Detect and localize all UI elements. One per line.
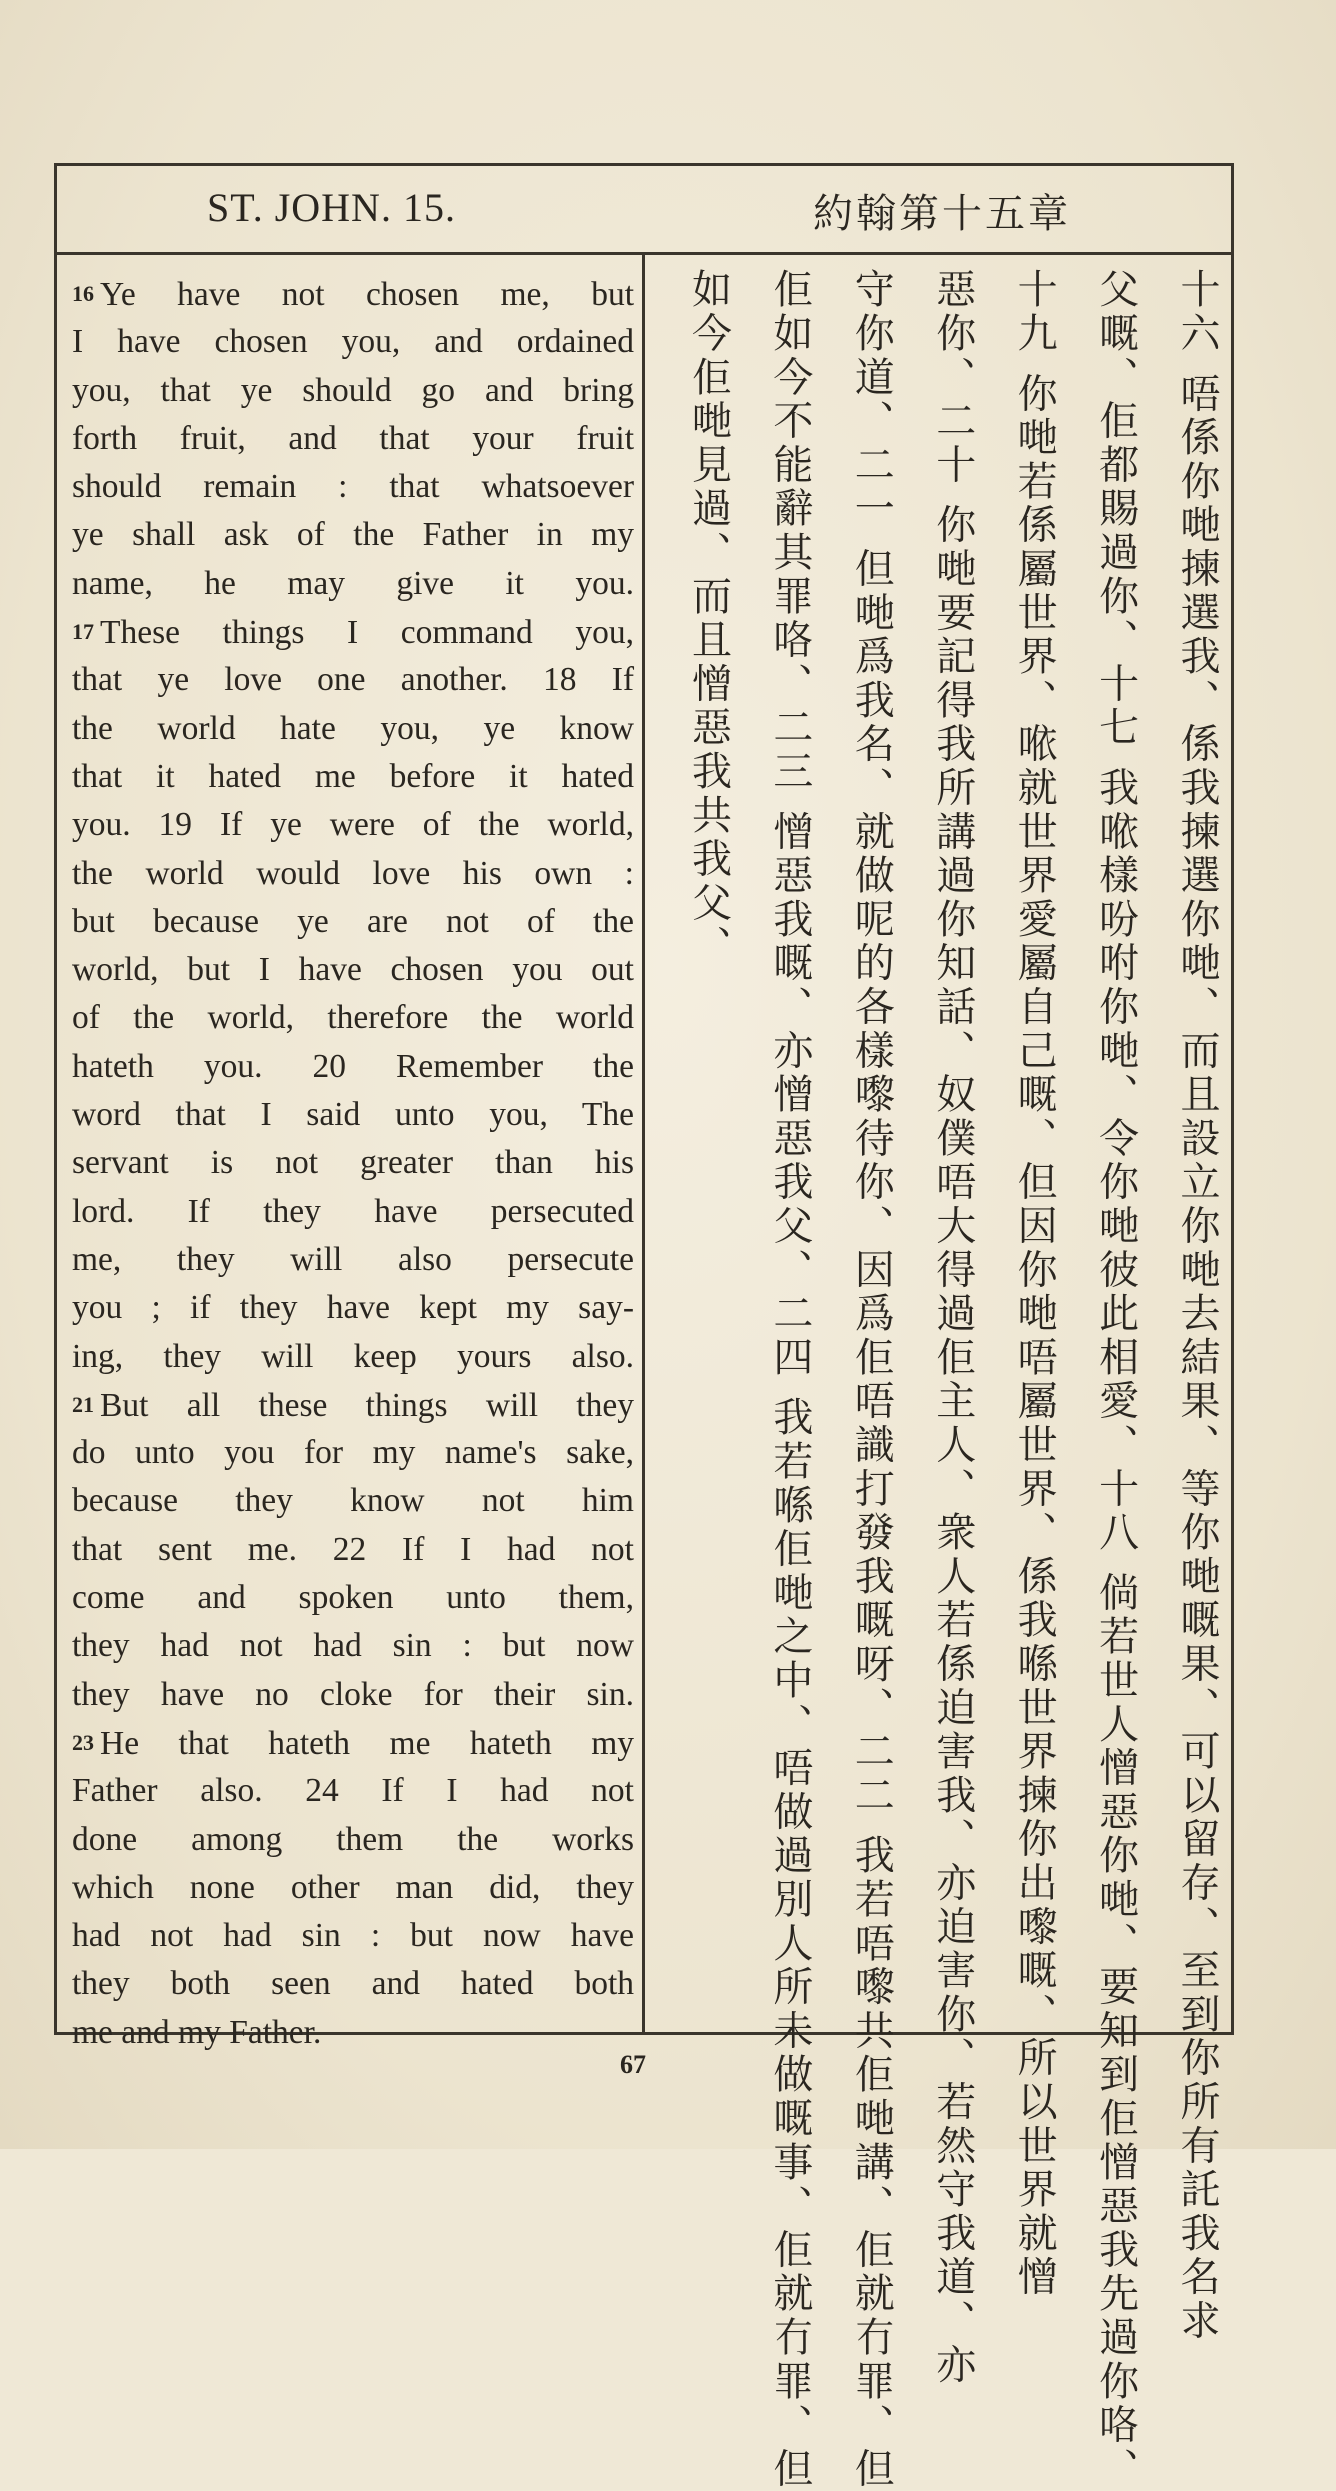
english-line <box>72 1622 634 1670</box>
verse-number: 17 <box>72 619 94 645</box>
english-line <box>72 1960 634 2008</box>
chinese-column-line: 父嘅、佢都賜過你、十七 我𠵱樣吩咐你哋、令你哋彼此相愛、十八 倘若世人憎惡你哋、要知到佢憎惡我先過你咯、 <box>1092 268 1139 2491</box>
english-line <box>72 946 634 994</box>
english-line <box>72 753 634 801</box>
english-line <box>72 1816 634 1864</box>
verse-number: 16 <box>72 281 94 306</box>
column-divider <box>642 255 645 2035</box>
english-line-text: which none other man did, they <box>72 1868 634 1906</box>
english-line-text: they had not had sin : but now <box>72 1627 634 1665</box>
verse-number: 21 <box>72 1391 94 1417</box>
page-number: 67 <box>620 2050 646 2079</box>
english-line <box>72 1767 634 1815</box>
english-line <box>72 1333 634 1381</box>
english-line-text: because they know not him <box>72 1482 634 1520</box>
english-line-text: do unto you for my name's sake, <box>72 1434 634 1472</box>
english-line <box>72 1477 634 1525</box>
english-line <box>72 1188 634 1236</box>
english-line-text: He that hateth me hateth my <box>100 1724 634 1762</box>
english-line-text: you, that ye should go and bring <box>72 371 634 409</box>
english-line <box>72 1381 634 1429</box>
english-line <box>72 1864 634 1912</box>
english-line <box>72 1429 634 1477</box>
chinese-column-line: 如今佢哋見過、而且憎惡我共我父、 <box>685 268 732 969</box>
chinese-column-line: 守你道、二一 但哋爲我名、就做呢的各樣嚟待你、因爲佢唔識打發我嘅呀、二二 我若唔嚟共佢哋講、佢就冇罪、但 <box>848 268 895 2491</box>
english-line-text: come and spoken unto them, <box>72 1579 634 1617</box>
english-line-text: but because ye are not of the <box>72 902 634 940</box>
english-line <box>72 1284 634 1332</box>
english-line <box>72 367 634 415</box>
english-line <box>72 1236 634 1284</box>
english-line <box>72 801 634 849</box>
english-line-text: ye shall ask of the Father in my <box>72 516 634 554</box>
english-line <box>72 1043 634 1091</box>
english-line-text: forth fruit, and that your fruit <box>72 419 634 457</box>
english-line <box>72 2009 634 2057</box>
english-line-text: you ; if they have kept my say- <box>72 1289 634 1327</box>
english-line <box>72 511 634 559</box>
english-line-text: Ye have not chosen me, but <box>100 276 634 313</box>
verse-number: 23 <box>72 1729 94 1755</box>
chinese-title: 約翰第十五章 <box>813 191 1071 237</box>
english-line-text: that ye love one another. 18 If <box>72 661 634 699</box>
english-line-text: But all these things will they <box>100 1386 634 1424</box>
english-line-text: they have no cloke for their sin. <box>72 1675 634 1713</box>
english-line-text: you. 19 If ye were of the world, <box>72 806 634 844</box>
english-line <box>72 705 634 753</box>
chinese-column-line: 惡你、二十 你哋要記得我所講過你知話、奴僕唔大得過佢主人、衆人若係迫害我、亦迫害你、若然守我道、亦 <box>929 268 976 2387</box>
english-line-text: me and my Father. <box>72 2013 322 2051</box>
english-line <box>72 463 634 511</box>
english-line <box>72 1574 634 1622</box>
english-line-text: had not had sin : but now have <box>72 1917 634 1955</box>
english-line-text: the world hate you, ye know <box>72 709 634 747</box>
english-line <box>72 608 634 656</box>
english-line-text: word that I said unto you, The <box>72 1096 634 1134</box>
english-line-text: lord. If they have persecuted <box>72 1192 634 1230</box>
chinese-column <box>657 268 1227 2491</box>
english-line-text: they both seen and hated both <box>72 1965 634 2003</box>
chinese-column-line: 十六 唔係你哋揀選我、係我揀選你哋、而且設立你哋去結果、等你哋嘅果、可以留存、至到你所有託我名求 <box>1174 268 1220 2344</box>
english-line-text: I have chosen you, and ordained <box>72 323 634 361</box>
english-line-text: world, but I have chosen you out <box>72 951 634 989</box>
english-line-text: These things I command you, <box>100 614 634 652</box>
english-line <box>72 560 634 608</box>
english-line <box>72 1139 634 1187</box>
english-column <box>72 270 634 2057</box>
english-line <box>72 994 634 1042</box>
english-line-text: that it hated me before it hated <box>72 757 634 795</box>
english-line <box>72 1091 634 1139</box>
english-line-text: should remain : that whatsoever <box>72 468 634 506</box>
english-line-text: servant is not greater than his <box>72 1144 634 1182</box>
running-header <box>57 166 1231 255</box>
english-line <box>72 415 634 463</box>
english-line <box>72 270 634 318</box>
english-title: ST. JOHN. 15. <box>207 185 456 230</box>
english-line <box>72 1719 634 1767</box>
english-line <box>72 656 634 704</box>
chinese-column-line: 十九 你哋若係屬世界、𠵱就世界愛屬自己嘅、但因你哋唔屬世界、係我喺世界揀你出嚟嘅、所以世界就憎 <box>1011 268 1058 2300</box>
english-line <box>72 318 634 366</box>
english-line <box>72 1912 634 1960</box>
english-line-text: the world would love his own : <box>72 854 634 892</box>
english-line <box>72 1526 634 1574</box>
english-line-text: of the world, therefore the world <box>72 999 634 1037</box>
english-line-text: Father also. 24 If I had not <box>72 1772 634 1810</box>
english-line <box>72 1671 634 1719</box>
english-line-text: ing, they will keep yours also. <box>72 1337 634 1375</box>
english-line <box>72 850 634 898</box>
english-line <box>72 898 634 946</box>
english-line-text: that sent me. 22 If I had not <box>72 1530 634 1568</box>
english-line-text: hateth you. 20 Remember the <box>72 1047 634 1085</box>
chinese-column-line: 佢如今不能辭其罪咯、二三 憎惡我嘅、亦憎惡我父、二四 我若喺佢哋之中、唔做過別人所未做嘅事、佢就冇罪、但 <box>766 268 813 2491</box>
english-line-text: name, he may give it you. <box>72 564 634 602</box>
english-line-text: done among them the works <box>72 1820 634 1858</box>
english-line-text: me, they will also persecute <box>72 1240 634 1278</box>
